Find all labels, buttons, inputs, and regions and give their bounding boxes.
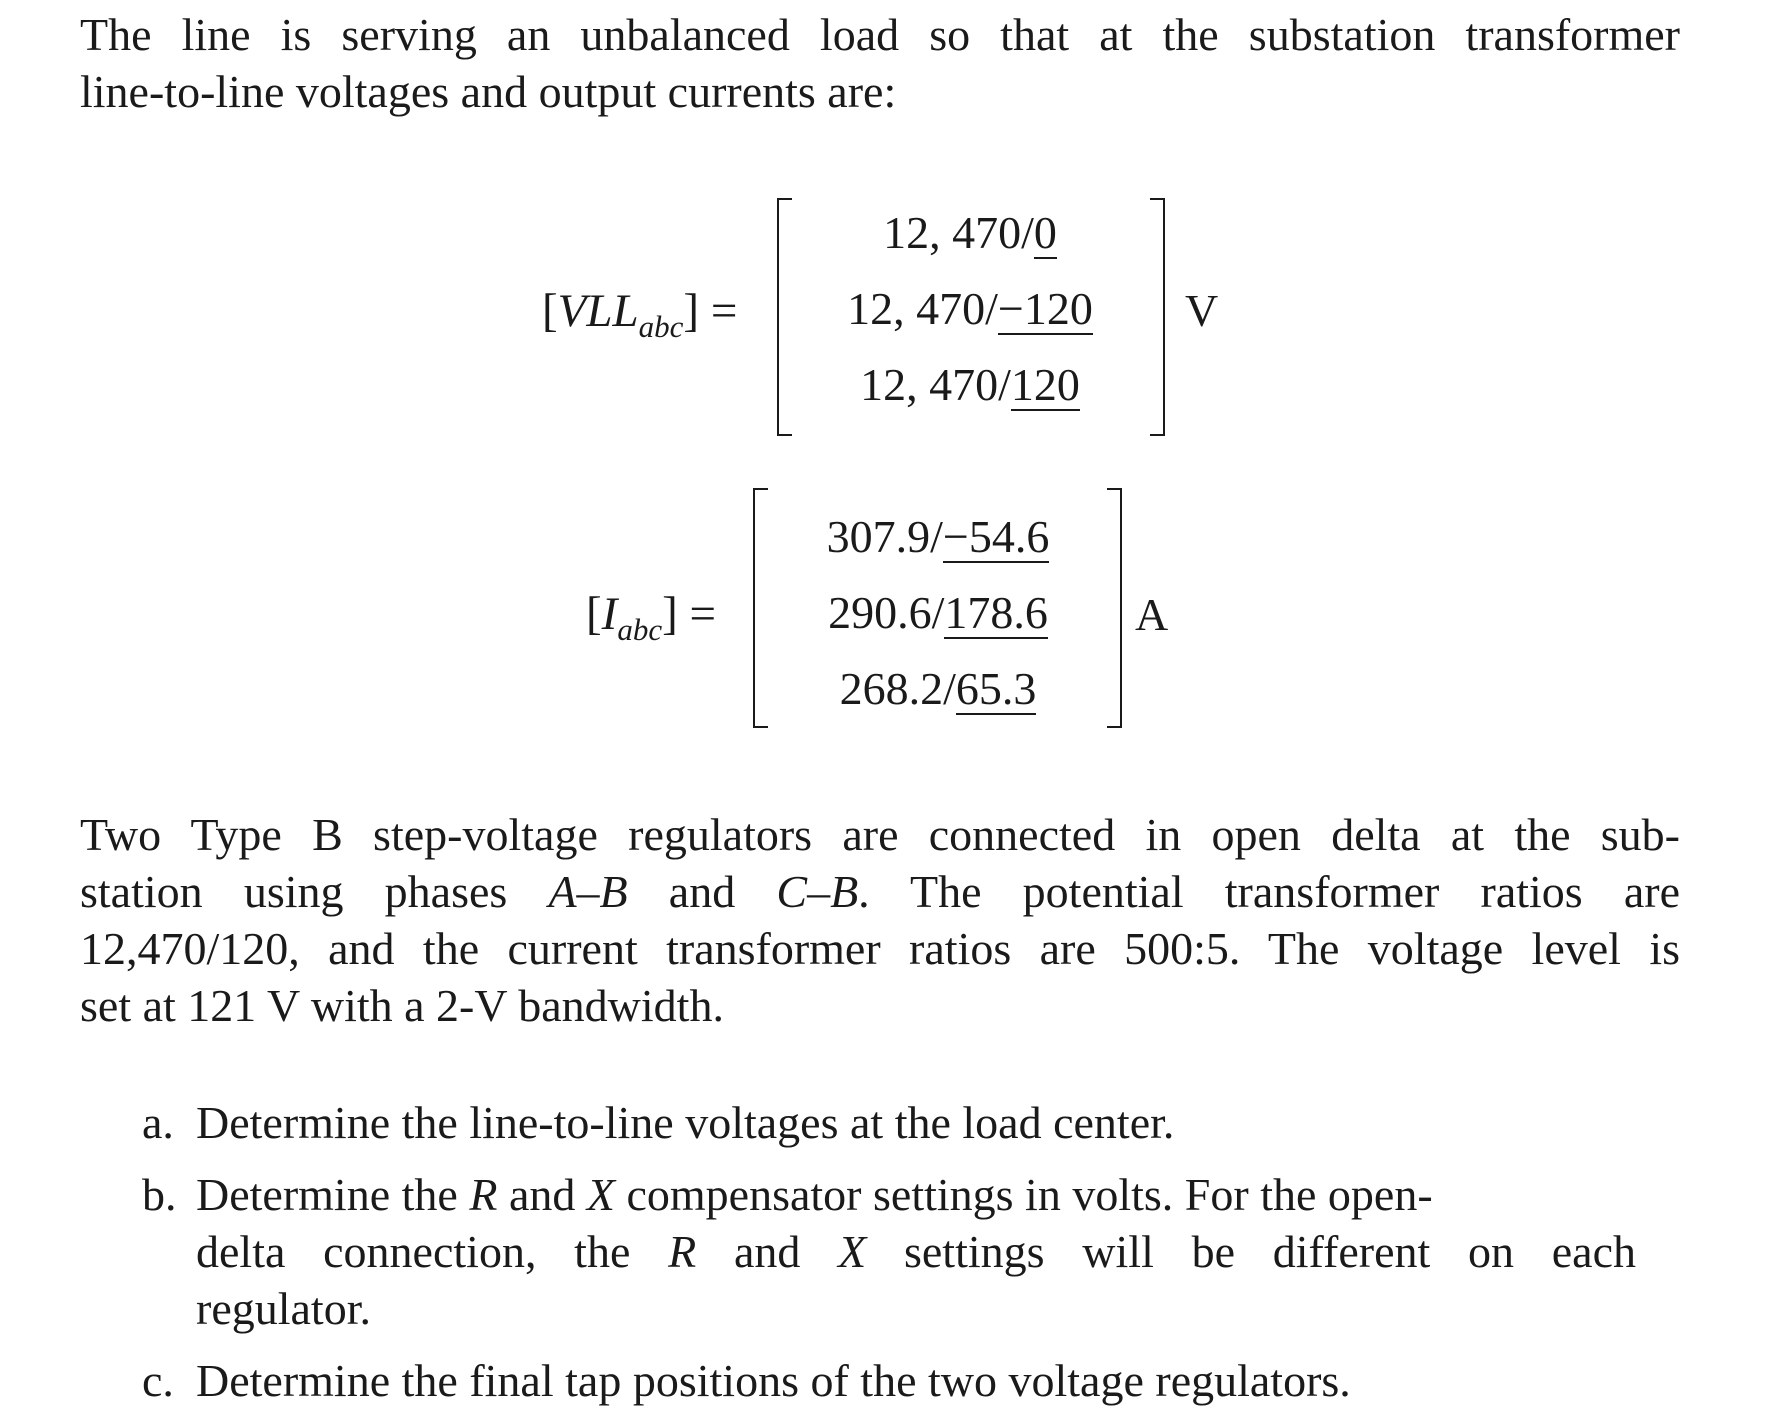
question-c: [142, 1352, 1642, 1409]
regulators-line-2: station using phases A–B and C–B. The potential transformer ratios are: [80, 866, 1681, 917]
question-c-text: Determine the final tap positions of the two voltage regulators.: [196, 1355, 1351, 1406]
question-a-label: a.: [142, 1097, 174, 1148]
question-a: [142, 1094, 1642, 1151]
regulators-paragraph: [80, 806, 1680, 1034]
current-entry-1: 307.9/−54.6: [826, 511, 1050, 562]
current-entry-3: 268.2/65.3: [839, 663, 1037, 714]
voltage-entry-2: 12, 470/−120: [847, 283, 1093, 334]
question-a-text: Determine the line-to-line voltages at the load center.: [196, 1097, 1175, 1148]
regulators-line-3: 12,470/120, and the current transformer ratios are 500:5. The voltage level is: [80, 923, 1680, 974]
current-matrix-left-bracket: [753, 488, 768, 728]
current-unit: A: [1135, 589, 1169, 640]
voltage-matrix-lhs: $[VLL_{abc}]$ =: [542, 285, 738, 344]
question-list: [142, 1094, 1642, 1424]
question-b: [142, 1166, 1642, 1337]
regulators-line-4: set at 121 V with a 2-V bandwidth.: [80, 980, 724, 1031]
intro-paragraph: [80, 6, 1680, 120]
voltage-matrix-left-bracket: [777, 198, 792, 436]
intro-line-1: The line is serving an unbalanced load so that at the substation transformer: [80, 9, 1680, 60]
voltage-unit: V: [1185, 285, 1219, 336]
voltage-matrix-right-bracket: [1150, 198, 1165, 436]
question-b-label: b.: [142, 1169, 177, 1220]
regulators-line-1: Two Type B step-voltage regulators are connected in open delta at the sub-: [80, 809, 1680, 860]
question-c-label: c.: [142, 1355, 174, 1406]
intro-line-2: line-to-line voltages and output currents are:: [80, 66, 897, 117]
voltage-entry-3: 12, 470/120: [860, 359, 1080, 410]
current-matrix-lhs: $[I_{abc}]$ =: [586, 588, 716, 647]
question-b-line-1: Determine the R and X compensator settings in volts. For the open-: [196, 1169, 1433, 1220]
current-matrix-right-bracket: [1107, 488, 1122, 728]
question-b-line-2: delta connection, the R and X settings will be different on each: [196, 1226, 1636, 1277]
voltage-entry-1: 12, 470/0: [883, 207, 1057, 258]
current-entry-2: 290.6/178.6: [828, 587, 1048, 638]
question-b-line-3: regulator.: [196, 1283, 371, 1334]
